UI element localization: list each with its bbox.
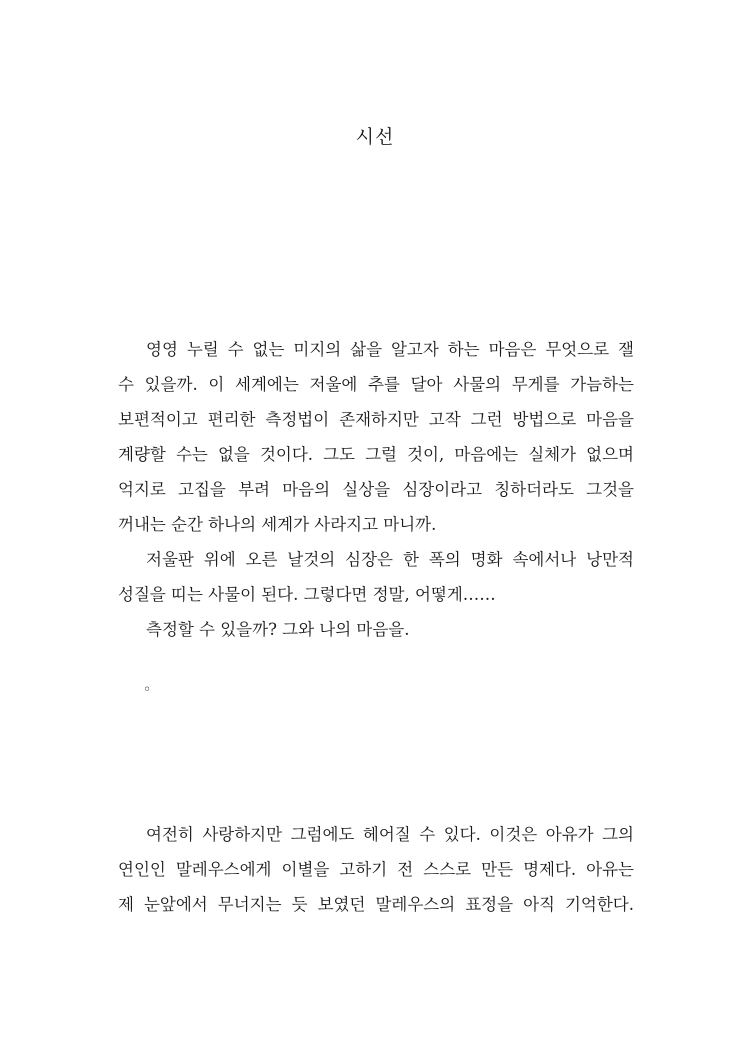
paragraph-line: 저울판 위에 오른 날것의 심장은 한 폭의 명화 속에서나 낭만적 [146,550,634,569]
page-title: 시선 [355,126,395,148]
paragraph-line: 수 있을까. 이 세계에는 저울에 추를 달아 사물의 무게를 가늠하는 [118,375,634,394]
paragraph-line: 여전히 사랑하지만 그럼에도 헤어질 수 있다. 이것은 아유가 그의 [146,825,634,844]
paragraph-line: 성질을 띠는 사물이 된다. 그렇다면 정말, 어떻게…… [118,585,496,604]
paragraph-line: 영영 누릴 수 없는 미지의 삶을 알고자 하는 마음은 무엇으로 잴 [146,340,634,359]
paragraph-line: 측정할 수 있을까? 그와 나의 마음을. [146,620,410,639]
paragraph-line: 꺼내는 순간 하나의 세계가 사라지고 마니까. [118,515,437,534]
section-separator: ◦ [143,682,152,698]
paragraph-line: 억지로 고집을 부려 마음의 실상을 심장이라고 칭하더라도 그것을 [118,480,634,499]
paragraph-line: 계량할 수는 없을 것이다. 그도 그럴 것이, 마음에는 실체가 없으며 [118,445,634,464]
paragraph-line: 제 눈앞에서 무너지는 듯 보였던 말레우스의 표정을 아직 기억한다. [118,895,634,914]
paragraph-line: 연인인 말레우스에게 이별을 고하기 전 스스로 만든 명제다. 아유는 [118,860,634,879]
paragraph-line: 보편적이고 편리한 측정법이 존재하지만 고작 그런 방법으로 마음을 [118,410,634,429]
